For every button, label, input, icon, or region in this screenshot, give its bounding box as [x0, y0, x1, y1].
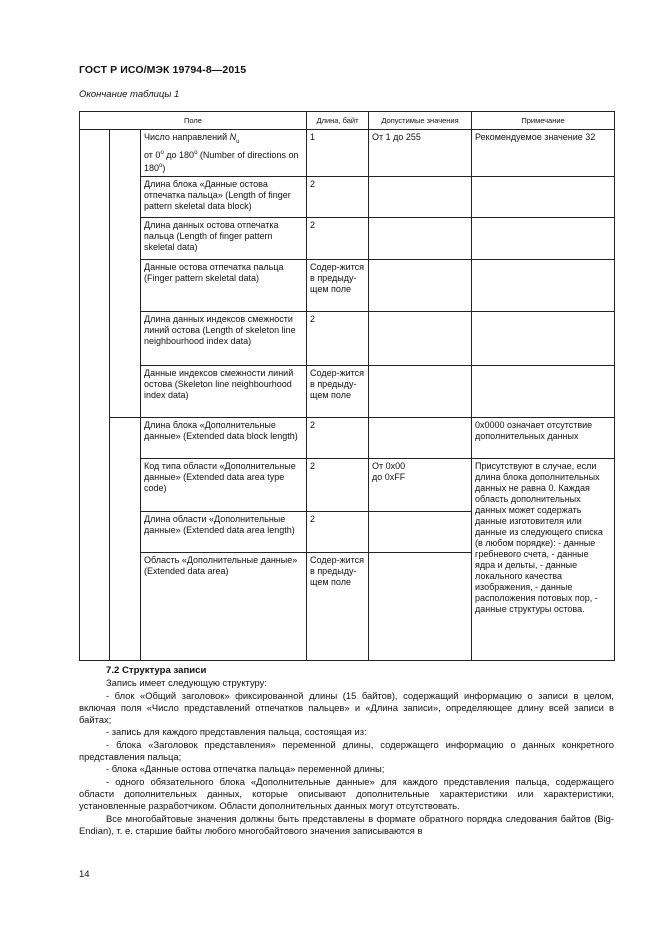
section-body [79, 665, 614, 837]
paragraph: - блока «Заголовок представления» переменной длины, содержащего информацию о данных конкретного представления пальца; [79, 738, 614, 763]
note-cell [472, 217, 615, 259]
field-cell: Длина данных индексов смежности линий остова (Length of skeleton line neighbourhood index data) [141, 311, 307, 365]
column-header-note: Примечание [472, 112, 615, 130]
table-row [80, 259, 615, 311]
values-range: От 0x00 до 0xFF [372, 460, 406, 482]
group-cell [80, 417, 110, 660]
length-cell: Содер-жится в предыду-щем поле [307, 259, 369, 311]
values-cell [369, 176, 472, 217]
values-cell [369, 511, 472, 552]
values-cell [369, 217, 472, 259]
values-cell [369, 311, 472, 365]
field-cell: Длина области «Дополнительные данные» (Extended data area length) [141, 511, 307, 552]
table-row [80, 458, 615, 511]
values-cell [369, 458, 472, 511]
field-cell: Длина данных остова отпечатка пальца (Length of finger pattern skeletal data) [141, 217, 307, 259]
field-cell: Число направлений $N_u$ от 0$^o$ до 180$^o$ (Number of directions on 180$^o$) [141, 130, 307, 177]
table-caption: Окончание таблицы 1 [79, 89, 180, 100]
page-number: 14 [79, 869, 90, 880]
paragraph: - блок «Общий заголовок» фиксированной длины (15 байтов), содержащий информацию о записи в целом, включая поля «Число представлений отпечатков пальцев» и «Длина записи», определяющее длину всей записи в байтах; [79, 689, 614, 726]
paragraph: - запись для каждого представления пальца, состоящая из: [106, 726, 367, 738]
table-row [80, 311, 615, 365]
column-header-length: Длина, байт [307, 112, 369, 130]
length-cell: 2 [307, 217, 369, 259]
table-row [80, 365, 615, 417]
table-row [80, 217, 615, 259]
note-cell: Присутствуют в случае, если длина блока дополнительных данных не равна 0. Каждая область дополнительных данных может содержать данные изготовителя или данные из следующего списка (в любом порядке): - данные гребневого счета, - данные ядра и дельты, - данные локального качества изображения, - данные расположения потовых пор, - данные структуры остова. [472, 458, 615, 660]
values-cell: От 1 до 255 [369, 130, 472, 177]
length-cell: 1 [307, 130, 369, 177]
note-cell [472, 176, 615, 217]
length-cell: 2 [307, 458, 369, 511]
subgroup-cell [110, 417, 141, 660]
note-cell [472, 259, 615, 311]
length-cell: 2 [307, 511, 369, 552]
table-row [80, 130, 615, 177]
length-cell: Содер-жится в предыду-щем поле [307, 552, 369, 660]
values-cell [369, 552, 472, 660]
values-cell [369, 259, 472, 311]
note-cell [472, 311, 615, 365]
values-cell [369, 417, 472, 458]
section-title: 7.2 Структура записи [106, 665, 207, 676]
paragraph: Запись имеет следующую структуру: [106, 677, 267, 689]
field-cell: Длина блока «Данные остова отпечатка пальца» (Length of finger pattern skeletal data block) [141, 176, 307, 217]
length-cell: 2 [307, 417, 369, 458]
table-row [80, 176, 615, 217]
values-cell [369, 365, 472, 417]
field-cell: Код типа области «Дополнительные данные» (Extended data area type code) [141, 458, 307, 511]
table-row [80, 417, 615, 458]
column-header-field: Поле [80, 112, 307, 130]
note-cell: Рекомендуемое значение 32 [472, 130, 615, 177]
length-cell: 2 [307, 311, 369, 365]
length-cell: 2 [307, 176, 369, 217]
field-cell: Данные остова отпечатка пальца (Finger pattern skeletal data) [141, 259, 307, 311]
document-standard-title: ГОСТ Р ИСО/МЭК 19794-8—2015 [79, 64, 247, 76]
paragraph: - одного обязательного блока «Дополнительные данные» для каждого представления пальца, содержащего области дополнительных данных, которые описывают дополнительные характеристики или характеристики, установленные разработчиком. Области дополнительных данных могут отсутствовать. [79, 775, 614, 812]
group-cell [80, 130, 110, 418]
note-cell [472, 365, 615, 417]
column-header-values: Допустимые значения [369, 112, 472, 130]
length-cell: Содер-жится в предыду-щем поле [307, 365, 369, 417]
subgroup-cell [110, 130, 141, 418]
table-header-row [80, 112, 615, 130]
field-cell: Длина блока «Дополнительные данные» (Extended data block length) [141, 417, 307, 458]
note-cell: 0x0000 означает отсутствие дополнительных данных [472, 417, 615, 458]
field-cell: Область «Дополнительные данные» (Extended data area) [141, 552, 307, 660]
paragraph: Все многобайтовые значения должны быть представлены в формате обратного порядка следования байтов (Big-Endian), т. е. старшие байты любого многобайтового значения записываются в [79, 812, 614, 836]
field-cell: Данные индексов смежности линий остова (Skeleton line neighbourhood index data) [141, 365, 307, 417]
paragraph: - блока «Данные остова отпечатка пальца» переменной длины; [106, 763, 385, 775]
specification-table [79, 111, 615, 661]
